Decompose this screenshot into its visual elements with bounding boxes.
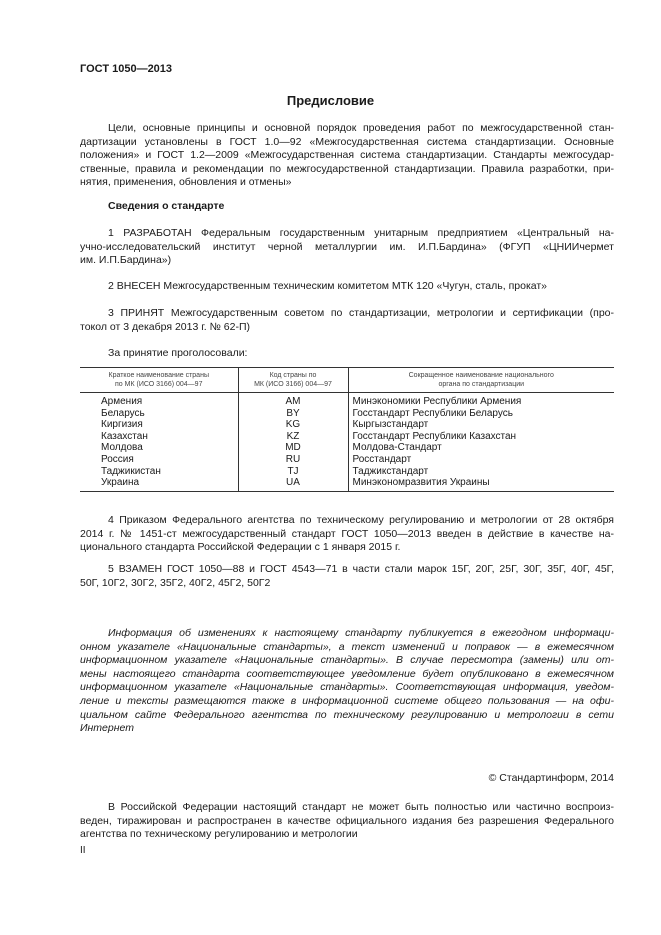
table-row: Армения AM Минэкономики Республики Армения (80, 393, 614, 408)
table-row: Казахстан KZ Госстандарт Республики Казахстан (80, 431, 614, 443)
text-line: 50Г, 10Г2, 30Г2, 35Г2, 40Г2, 45Г2, 50Г2 (80, 576, 271, 589)
table-row: Киргизия KG Кыргызстандарт (80, 419, 614, 431)
item-2-introduced: 2 ВНЕСЕН Межгосударственным техническим комитетом МТК 120 «Чугун, сталь, прокат» (108, 280, 548, 292)
header-country: Краткое наименование страны по МК (ИСО 3166) 004—97 (80, 368, 238, 393)
text-line: 1 РАЗРАБОТАН Федеральным государственным унитарным предприятием «Центральный на- (108, 227, 614, 239)
standard-info-heading: Сведения о стандарте (108, 200, 225, 212)
header-body: Сокращенное наименование национального органа по стандартизации (348, 368, 614, 393)
text-line: ление и тексты размещаются также в информационной системе общего пользования — на офи- (80, 694, 614, 707)
header-code: Код страны по МК (ИСО 3166) 004—97 (238, 368, 348, 393)
text-line: В Российской Федерации настоящий стандарт не может быть полностью или частично воспроиз- (108, 801, 614, 813)
text-line: токол от 3 декабря 2013 г. № 62-П) (80, 320, 251, 333)
text-line: онном указателе «Национальные стандарты», а текст изменений и поправок — в ежемесячном (80, 640, 614, 653)
vote-table (80, 367, 614, 492)
text-line: нятия, применения, обновления и отмены» (80, 176, 292, 189)
table-row: Таджикистан TJ Таджикстандарт (80, 466, 614, 478)
table-row: Украина UA Минэкономразвития Украины (80, 477, 614, 491)
text-line: ционального стандарта Российской Федерации с 1 января 2015 г. (80, 541, 401, 554)
text-line: положения» и ГОСТ 1.2—2009 «Межгосударственная система стандартизации. Стандарты межгосудар- (80, 149, 614, 162)
item-1-developed (80, 227, 614, 268)
legal-paragraph (80, 801, 614, 842)
item-4-order (80, 514, 614, 555)
item-3-adopted (80, 307, 614, 334)
table-row: Россия RU Росстандарт (80, 454, 614, 466)
text-line: ственные, правила и рекомендации по межгосударственной стандартизации. Правила разработки, при- (80, 162, 614, 175)
document-code: ГОСТ 1050—2013 (80, 63, 173, 75)
text-line: агентства по техническому регулированию и метрологии (80, 828, 358, 841)
text-line: информационном указателе «Национальные стандарты». Соответствующая информация, уведом- (80, 681, 614, 694)
text-line: дартизации установлены в ГОСТ 1.0—92 «Межгосударственная система стандартизации. Основные (80, 135, 614, 148)
voted-label: За принятие проголосовали: (108, 347, 248, 359)
item-5-replaced (80, 563, 614, 590)
text-line: им. И.П.Бардина») (80, 254, 172, 267)
text-line: информационном указателе «Национальные стандарты». В случае пересмотра (замены) или от- (80, 654, 614, 667)
table-row: Молдова MD Молдова-Стандарт (80, 442, 614, 454)
text-line: учно-исследовательский институт черной металлургии им. И.П.Бардина» (ФГУП «ЦНИИчермет (80, 240, 614, 253)
table-header-row (80, 368, 614, 393)
section-title: Предисловие (286, 93, 375, 108)
text-line: 4 Приказом Федерального агентства по техническому регулированию и метрологии от 28 октября (108, 514, 614, 526)
text-line: мены настоящего стандарта соответствующее уведомление будет опубликовано в ежемесячном (80, 667, 614, 680)
text-line: циальном сайте Федерального агентства по техническому регулированию и метрологии в сети (80, 708, 614, 721)
text-line: веден, тиражирован и распространен в качестве официального издания без разрешения Федерального (80, 814, 614, 827)
copyright-notice: © Стандартинформ, 2014 (488, 772, 614, 784)
text-line: Интернет (80, 722, 134, 735)
changes-notice (80, 627, 614, 736)
text-line: Информация об изменениях к настоящему стандарту публикуется в ежегодном информаци- (108, 627, 614, 639)
table-row: Беларусь BY Госстандарт Республики Беларусь (80, 408, 614, 420)
text-line: Цели, основные принципы и основной порядок проведения работ по межгосударственной стан- (108, 122, 614, 134)
text-line: 5 ВЗАМЕН ГОСТ 1050—88 и ГОСТ 4543—71 в части стали марок 15Г, 20Г, 25Г, 30Г, 35Г, 40Г, 45Г, (108, 563, 614, 575)
text-line: 3 ПРИНЯТ Межгосударственным советом по стандартизации, метрологии и сертификации (про- (108, 307, 614, 319)
page-number: II (80, 845, 86, 856)
intro-paragraph (80, 122, 614, 190)
text-line: 2014 г. № 1451-ст межгосударственный стандарт ГОСТ 1050—2013 введен в действие в качестве на- (80, 527, 614, 540)
